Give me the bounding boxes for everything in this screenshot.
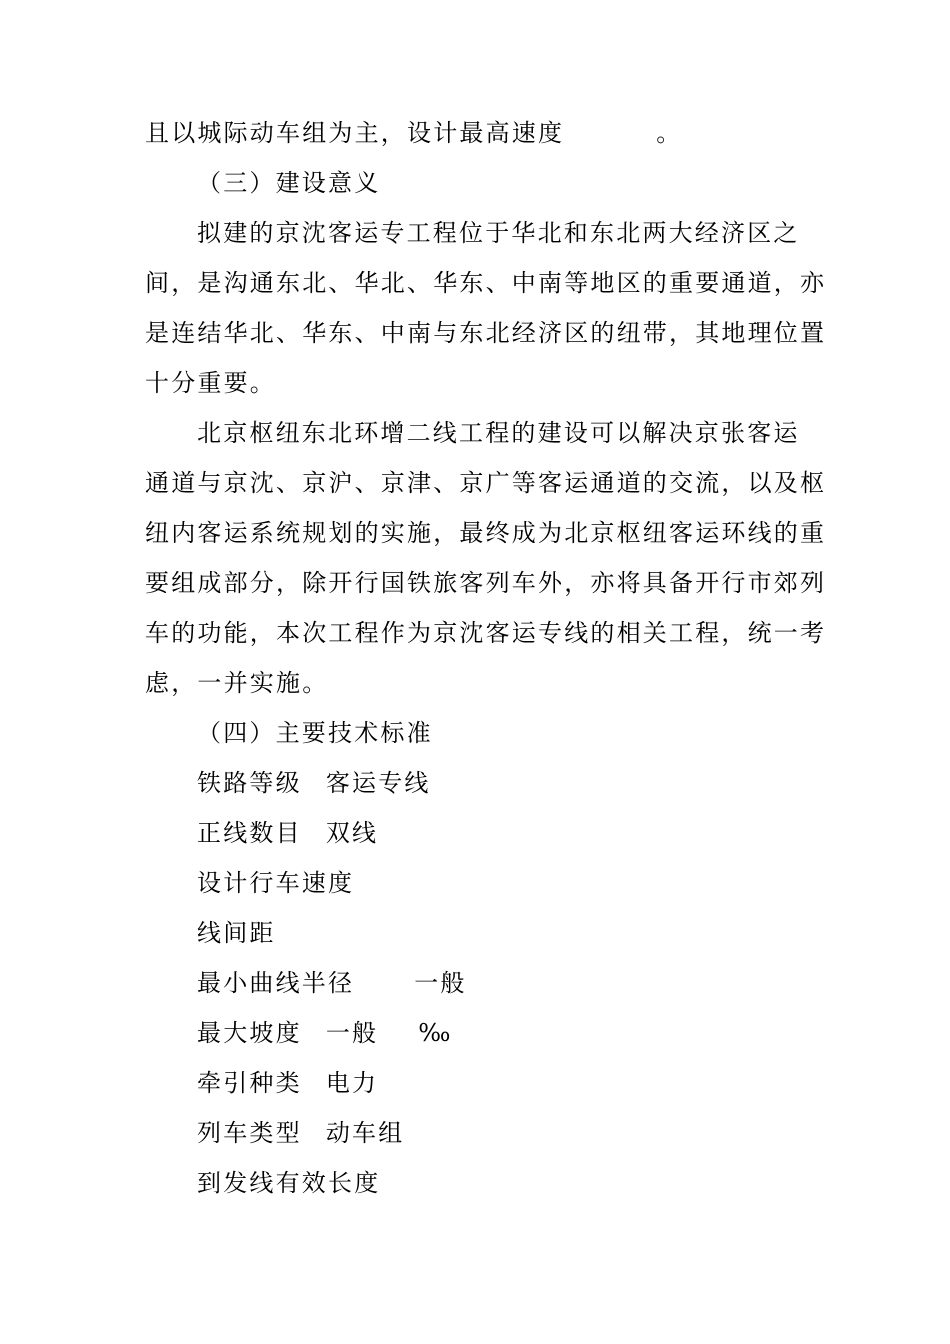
standard-min-curve-radius bbox=[197, 968, 467, 998]
line-text: 。 bbox=[656, 119, 683, 147]
paragraph-line bbox=[145, 118, 682, 148]
section-heading: （三）建设意义 bbox=[197, 169, 381, 197]
standard-max-grade bbox=[197, 1018, 453, 1048]
standard-label: 最小曲线半径 bbox=[197, 969, 355, 997]
standard-value: 电力 bbox=[325, 1069, 379, 1097]
standard-label: 线间距 bbox=[197, 919, 276, 947]
standard-label: 铁路等级 bbox=[197, 769, 302, 797]
standard-railway-grade bbox=[197, 768, 431, 798]
standard-value: 一般 bbox=[414, 969, 467, 997]
standard-label: 牵引种类 bbox=[197, 1069, 302, 1097]
standard-label: 设计行车速度 bbox=[197, 869, 355, 897]
standard-main-lines bbox=[197, 818, 378, 848]
line-text: 且以城际动车组为主，设计最高速度 bbox=[145, 119, 565, 147]
standard-label: 最大坡度 bbox=[197, 1019, 302, 1047]
section-heading: （四）主要技术标准 bbox=[197, 719, 433, 747]
standard-siding-length bbox=[197, 1168, 380, 1198]
standard-train-type bbox=[197, 1118, 404, 1148]
paragraph-line: 是连结华北、华东、中南与东北经济区的纽带，其地理位置 bbox=[145, 319, 827, 347]
paragraph-line: 虑，一并实施。 bbox=[145, 669, 329, 697]
standard-label: 到发线有效长度 bbox=[197, 1169, 381, 1197]
standard-unit: ‰ bbox=[418, 1019, 453, 1047]
standard-value: 客运专线 bbox=[325, 769, 431, 797]
standard-value: 动车组 bbox=[325, 1119, 405, 1147]
paragraph-line: 通道与京沈、京沪、京津、京广等客运通道的交流，以及枢 bbox=[145, 469, 827, 497]
standard-label: 正线数目 bbox=[197, 819, 302, 847]
paragraph-line: 十分重要。 bbox=[145, 369, 276, 397]
paragraph-line: 纽内客运系统规划的实施，最终成为北京枢纽客运环线的重 bbox=[145, 519, 827, 547]
paragraph-line: 拟建的京沈客运专工程位于华北和东北两大经济区之 bbox=[197, 219, 800, 247]
standard-traction bbox=[197, 1068, 378, 1098]
paragraph-line: 要组成部分，除开行国铁旅客列车外，亦将具备开行市郊列 bbox=[145, 569, 827, 597]
standard-value: 双线 bbox=[325, 819, 379, 847]
standard-label: 列车类型 bbox=[197, 1119, 302, 1147]
standard-value: 一般 bbox=[325, 1019, 379, 1047]
paragraph-line: 车的功能，本次工程作为京沈客运专线的相关工程，统一考 bbox=[145, 619, 827, 647]
standard-design-speed bbox=[197, 868, 354, 898]
standard-track-spacing bbox=[197, 918, 276, 948]
paragraph-line: 间，是沟通东北、华北、华东、中南等地区的重要通道，亦 bbox=[145, 269, 827, 297]
paragraph-line: 北京枢纽东北环增二线工程的建设可以解决京张客运 bbox=[197, 419, 800, 447]
